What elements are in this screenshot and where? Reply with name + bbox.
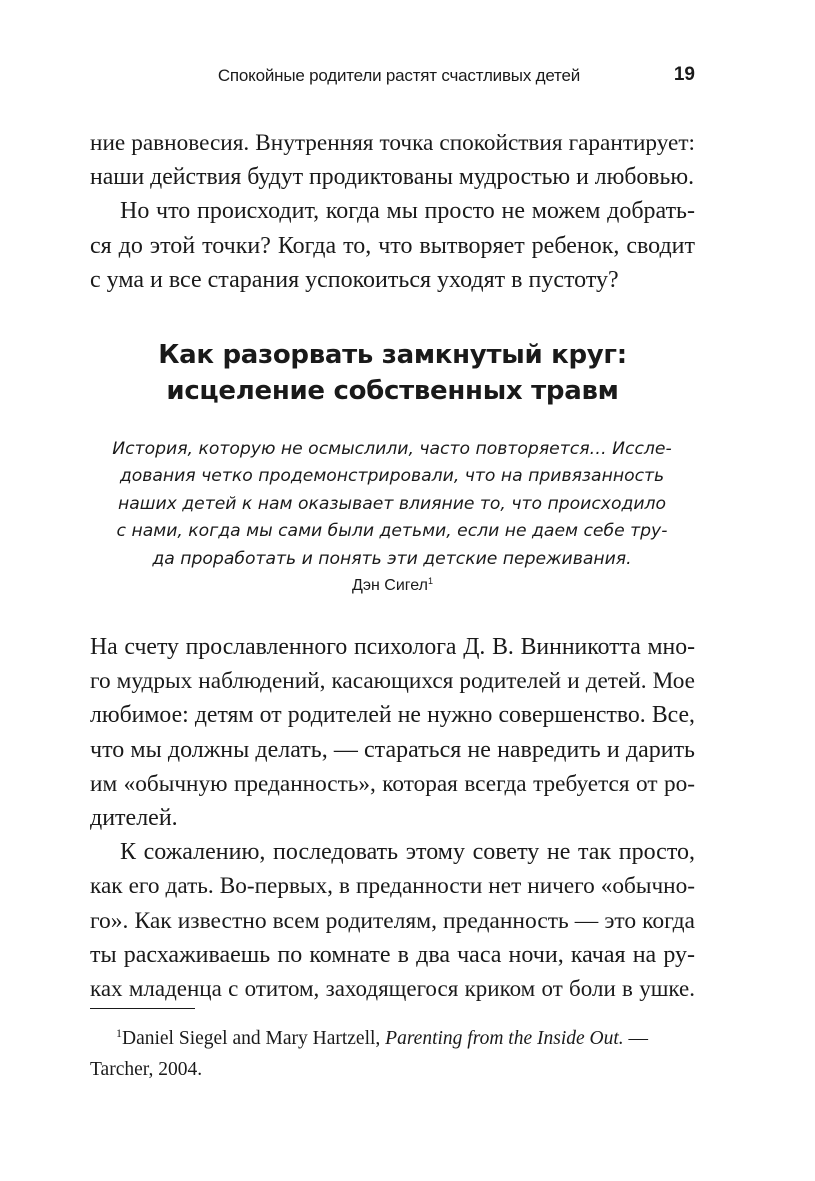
epigraph-line: с нами, когда мы сами были детьми, если не даем себе тру- — [116, 521, 668, 542]
epigraph-line: дования четко продемонстрировали, что на привязанность — [119, 466, 665, 487]
text-line: ках младенца с отитом, заходящегося криком от боли в ушке. — [90, 976, 695, 1001]
footnote-number: 1 — [116, 1026, 122, 1040]
section-heading — [90, 337, 695, 409]
text-line: как его дать. Во-первых, в преданности нет ничего «обычно- — [90, 873, 695, 900]
text-line: с ума и все старания успокоиться уходят в пустоту? — [90, 266, 619, 293]
epigraph-line: да проработать и понять эти детские переживания. — [152, 548, 632, 569]
text-line: К сожалению, последовать этому совету не так просто, — [120, 839, 695, 866]
epigraph-author: Дэн Сигел — [352, 577, 428, 594]
section-heading-line: исцеление собственных травм — [166, 376, 619, 406]
footnote-authors: Daniel Siegel and Mary Hartzell, — [122, 1028, 386, 1049]
text-line: наши действия будут продиктованы мудростью и любовью. — [90, 164, 695, 191]
page-number: 19 — [673, 64, 695, 85]
text-line: дителей. — [90, 805, 178, 832]
footnote-dash: — — [623, 1028, 649, 1049]
text-line: ты расхаживаешь по комнате в два часа ночи, качая на ру- — [90, 941, 695, 968]
text-line: На счету прославленного психолога Д. В. Винникотта мно- — [90, 634, 695, 660]
footnote-marker[interactable]: 1 — [427, 576, 433, 586]
epigraph-line: наших детей к нам оказывает влияние то, что происходило — [117, 493, 667, 514]
text-line: ние равновесия. Внутренняя точка спокойствия гарантирует: — [90, 130, 695, 156]
running-title: Спокойные родители растят счастливых детей — [217, 66, 580, 85]
text-line: им «обычную преданность», которая всегда требуется от ро- — [90, 770, 695, 797]
footnote-divider — [90, 1008, 195, 1009]
text-line: го». Как известно всем родителям, преданность — это когда — [90, 907, 695, 934]
paragraph — [90, 194, 695, 297]
epigraph — [112, 436, 672, 573]
epigraph-attribution — [90, 576, 695, 595]
paragraph — [90, 630, 695, 835]
paragraph — [90, 835, 695, 1006]
text-line: ся до этой точки? Когда то, что вытворяет ребенок, сводит — [90, 232, 695, 259]
text-line: го мудрых наблюдений, касающихся родителей и детей. Мое — [90, 668, 695, 695]
footnote-line — [90, 1018, 695, 1054]
epigraph-line: История, которую не осмыслили, часто повторяется… Иссле- — [112, 439, 672, 459]
footnote-book-title: Parenting from the Inside Out. — [385, 1028, 624, 1049]
text-line: что мы должны делать, — стараться не навредить и дарить — [90, 736, 695, 763]
running-head — [90, 66, 695, 90]
footnote — [90, 1018, 695, 1085]
paragraph-continued — [90, 126, 695, 194]
section-heading-line: Как разорвать замкнутый круг: — [158, 340, 627, 370]
text-line: любимое: детям от родителей не нужно совершенство. Все, — [90, 702, 695, 729]
text-line: Но что происходит, когда мы просто не можем добрать- — [120, 198, 695, 225]
footnote-line: Tarcher, 2004. — [90, 1059, 203, 1080]
